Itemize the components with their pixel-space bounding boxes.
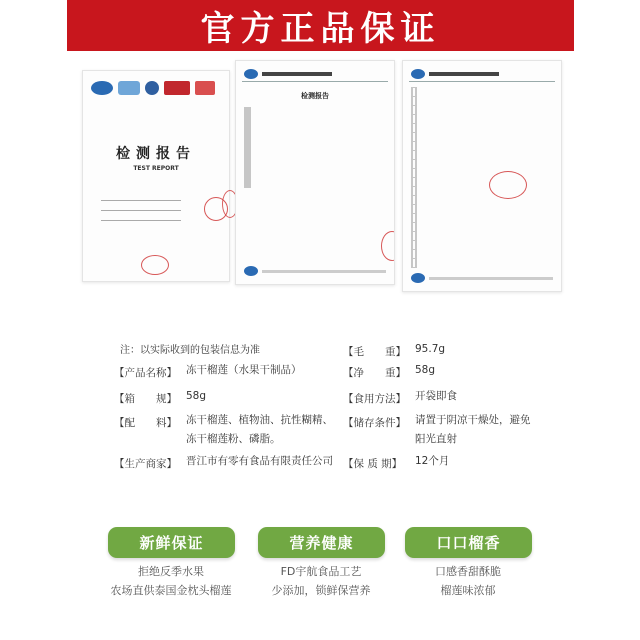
manufacturer-label: 【生产商家】 <box>114 458 177 470</box>
report-cover-subtitle: TEST REPORT <box>133 165 179 172</box>
ingredients-label: 【配 料】 <box>114 417 177 429</box>
cnas-logo-icon <box>145 81 159 95</box>
usage-label: 【食用方法】 <box>343 393 406 405</box>
box-spec-value: 58g <box>186 390 207 402</box>
feature-badge-fresh <box>108 527 235 558</box>
feature-description <box>86 562 256 600</box>
report-footer <box>244 264 386 278</box>
feature-badge-healthy <box>258 527 385 558</box>
lab-name-bar <box>429 72 499 76</box>
results-table <box>244 107 251 188</box>
header-rule <box>242 81 388 82</box>
report-header <box>411 69 499 79</box>
feature-title: 营养健康 <box>289 534 354 552</box>
banner-title: 官方正品保证 <box>200 9 441 49</box>
storage-value-line2: 阳光直射 <box>415 433 457 445</box>
usage-value: 开袋即食 <box>415 390 457 402</box>
feature-line: FD宇航食品工艺 <box>280 565 362 578</box>
test-report-details-page <box>402 60 562 292</box>
footer-text-bar <box>262 270 386 273</box>
product-name-label: 【产品名称】 <box>114 367 177 379</box>
report-page-title: 检测报告 <box>301 92 329 100</box>
feature-line: 农场直供泰国金枕头榴莲 <box>110 584 232 597</box>
feature-description <box>236 562 406 600</box>
test-report-cover <box>82 70 230 282</box>
report-field <box>97 197 181 202</box>
feature-title: 口口榴香 <box>436 534 501 552</box>
cert-logo-icon <box>91 81 113 95</box>
lab-logo-icon <box>411 273 425 283</box>
report-field <box>97 207 181 212</box>
header-banner <box>67 0 574 51</box>
red-seal-stamp <box>381 231 395 261</box>
shelf-life-label: 【保 质 期】 <box>343 458 403 470</box>
details-table <box>411 87 417 268</box>
report-footer <box>411 271 553 285</box>
net-weight-value: 58g <box>415 364 436 376</box>
feature-description <box>383 562 553 600</box>
red-seal-stamp <box>141 255 169 275</box>
lab-name-bar <box>262 72 332 76</box>
test-report-results-page <box>235 60 395 285</box>
red-seal-stamp <box>489 171 527 199</box>
storage-value: 请置于阴凉干燥处，避免 <box>415 414 531 426</box>
feature-line: 榴莲味浓郁 <box>440 584 496 597</box>
header-rule <box>409 81 555 82</box>
ingredients-value-line2: 冻干榴莲粉、磷脂。 <box>186 433 281 445</box>
feature-line: 拒绝反季水果 <box>138 565 204 578</box>
lab-logo-icon <box>411 69 425 79</box>
box-spec-label: 【箱 规】 <box>114 393 177 405</box>
feature-line: 少添加，锁鲜保营养 <box>271 584 371 597</box>
footer-text-bar <box>429 277 553 280</box>
lab-logo-icon <box>244 69 258 79</box>
package-note: 注：以实际收到的包装信息为准 <box>120 345 260 356</box>
ilac-mra-logo-icon <box>118 81 140 95</box>
feature-title: 新鲜保证 <box>139 534 204 552</box>
feature-badge-flavor <box>405 527 532 558</box>
manufacturer-value: 晋江市有零有食品有限责任公司 <box>186 455 333 467</box>
storage-label: 【储存条件】 <box>343 417 406 429</box>
report-header <box>244 69 332 79</box>
cnas-testing-logo-icon <box>164 81 190 95</box>
report-field <box>97 217 181 222</box>
lab-logo-icon <box>244 266 258 276</box>
cma-logo-icon <box>195 81 215 95</box>
net-weight-label: 【净 重】 <box>343 367 406 379</box>
feature-line: 口感香甜酥脆 <box>435 565 501 578</box>
ingredients-value: 冻干榴莲、植物油、抗性糊精、 <box>186 414 333 426</box>
report-cover-title: 检测报告 <box>116 146 196 162</box>
product-name-value: 冻干榴莲（水果干制品） <box>186 364 302 376</box>
shelf-life-value: 12个月 <box>415 455 450 467</box>
certification-logos <box>91 81 215 95</box>
gross-weight-value: 95.7g <box>415 343 446 355</box>
gross-weight-label: 【毛 重】 <box>343 346 406 358</box>
